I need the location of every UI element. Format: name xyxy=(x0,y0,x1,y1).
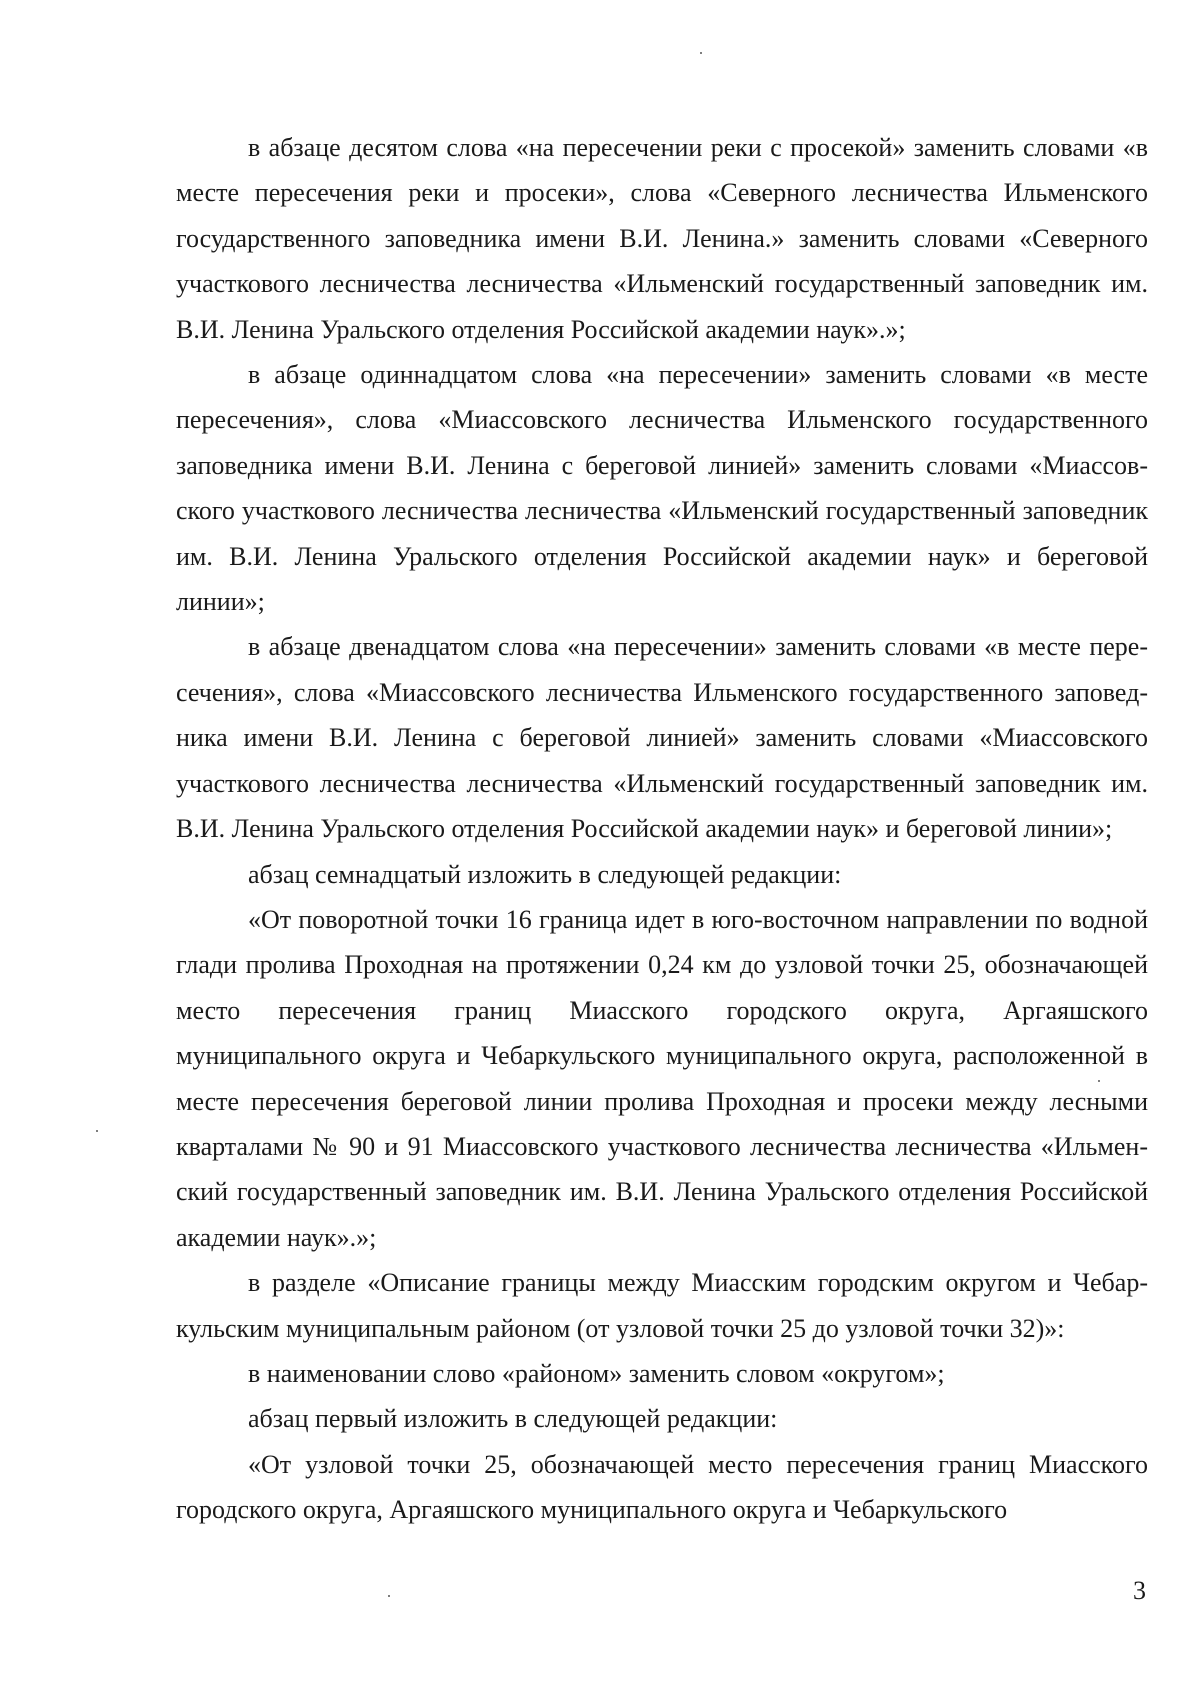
paragraph-9: «От узловой точки 25, обозначающей место пересечения границ Миасского городского округа, Аргаяшского муниципального округа и Чебаркульского xyxy=(176,1449,1148,1525)
paragraph-3: в абзаце двенадцатом слова «на пересечении» заменить словами «в месте пересечения», слова «Миассовского лесничества Ильменского государственного заповедника имени В.И. Ленина с береговой линией» заменить словами «Миассовского участкового лесничества лесничества «Ильменский государственный заповедник им. В.И. Ленина Уральского отделения Российской академии наук» и береговой линии»; xyxy=(176,632,1148,844)
paragraph-7: в наименовании слово «районом» заменить словом «округом»; xyxy=(248,1358,945,1388)
scan-speck xyxy=(388,1595,390,1597)
paragraph-5: «От поворотной точки 16 граница идет в юго-восточном направлении по водной глади пролива Проходная на протяжении 0,24 км до узловой точки 25, обозначающей место пересечения границ Миасского городского округа, Аргаяшского муниципального округа и Чебаркульского муниципального округа, расположенной в месте пересечения береговой линии пролива Проходная и просеки между лесными кварталами № 90 и 91 Миассовского участкового лесничества лесничества «Ильменский государственный заповедник им. В.И. Ленина Уральского отделения Российской академии наук».»; xyxy=(176,904,1148,1252)
page-number: 3 xyxy=(1133,1576,1146,1605)
scan-speck xyxy=(700,52,702,54)
scan-speck xyxy=(96,1130,98,1132)
paragraph-2: в абзаце одиннадцатом слова «на пересечении» заменить словами «в месте пересечения», слова «Миассовского лесничества Ильменского государственного заповедника имени В.И. Ленина с береговой линией» заменить словами «Миассовского участкового лесничества лесничества «Ильменский государственный заповедник им. В.И. Ленина Уральского отделения Российской академии наук» и береговой линии»; xyxy=(176,360,1148,617)
scan-speck xyxy=(1098,1080,1100,1082)
document-body xyxy=(176,125,1148,1533)
paragraph-8: абзац первый изложить в следующей редакции: xyxy=(248,1404,778,1434)
paragraph-4: абзац семнадцатый изложить в следующей редакции: xyxy=(248,859,842,889)
paragraph-1: в абзаце десятом слова «на пересечении реки с просекой» заменить словами «в месте пересечения реки и просеки», слова «Северного лесничества Ильменского государственного заповедника имени В.И. Ленина.» заменить словами «Северного участкового лесничества лесничества «Ильменский государственный заповедник им. В.И. Ленина Уральского отделения Российской академии наук».»; xyxy=(176,133,1148,344)
paragraph-6: в разделе «Описание границы между Миасским городским округом и Чебаркульским муниципальным районом (от узловой точки 25 до узловой точки 32)»: xyxy=(176,1268,1148,1343)
